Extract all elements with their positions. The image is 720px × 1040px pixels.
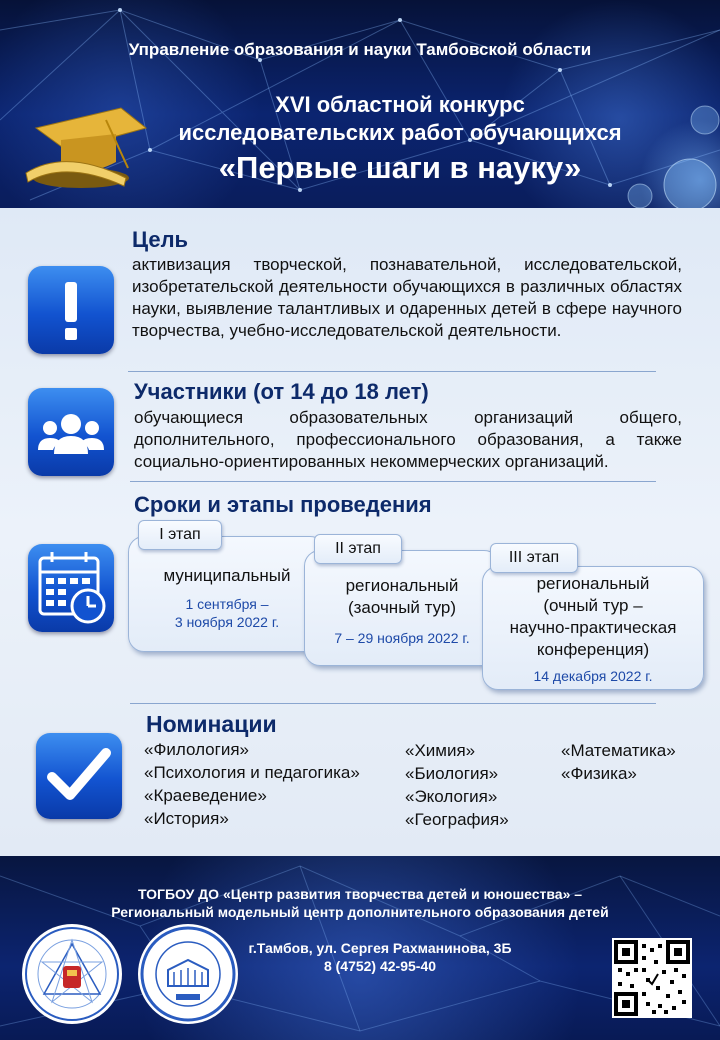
- nominations-column-1: [144, 738, 360, 830]
- phone-number: 8 (4752) 42-95-40: [323, 958, 437, 974]
- nomination-item: «Филология»: [144, 740, 249, 759]
- organizer-name: Управление образования и науки Тамбовской области: [128, 40, 592, 59]
- participants-title: Участники (от 14 до 18 лет): [134, 379, 429, 404]
- goal-text: активизация творческой, познавательной, исследовательской, изобретательской деятельности обучающихся в различных областях науки, выявление талантливых и одаренных детей в сфере научного творчества, учебно-исследовательской деятельности.: [132, 255, 682, 340]
- nominations-title: Номинации: [146, 711, 277, 737]
- organization-description: Региональный модельный центр дополнительного образования детей: [111, 904, 609, 920]
- contest-number: XVI областной конкурс: [275, 92, 525, 117]
- nominations-column-2: [405, 739, 509, 831]
- header-banner: [0, 0, 720, 208]
- footer: [0, 856, 720, 1040]
- goal-title: Цель: [132, 227, 189, 252]
- stage-3-subname-2: научно-практическая: [509, 618, 677, 637]
- stage-2-tab: II этап: [314, 534, 402, 564]
- stage-2-subname: (заочный тур): [347, 598, 457, 617]
- divider: [130, 481, 656, 482]
- nominations-icon-box: [36, 733, 122, 819]
- qr-code[interactable]: [612, 938, 692, 1018]
- contest-title: «Первые шаги в науку»: [218, 150, 582, 185]
- people-group-icon: [28, 388, 114, 476]
- stage-2-name: региональный: [345, 576, 459, 595]
- divider: [130, 703, 656, 704]
- stage-3-tab: III этап: [490, 543, 578, 573]
- nominations-column-3: [561, 739, 676, 785]
- nomination-item: «Физика»: [561, 764, 637, 783]
- address: г.Тамбов, ул. Сергея Рахманинова, 3Б: [248, 940, 512, 956]
- stage-1-card: [128, 536, 326, 652]
- calendar-clock-icon: [28, 544, 114, 632]
- stage-2-card: [304, 550, 500, 666]
- participants-icon-box: [28, 388, 114, 476]
- stage-3-name: региональный: [536, 574, 650, 593]
- exclamation-icon: [28, 266, 114, 354]
- nomination-item: «История»: [144, 809, 229, 828]
- stage-1-name: муниципальный: [163, 566, 291, 585]
- contest-subtitle: исследовательских работ обучающихся: [178, 120, 622, 145]
- stage-3-subname-3: конференция): [536, 640, 650, 659]
- stage-1-tab: I этап: [138, 520, 222, 550]
- nomination-item: «Психология и педагогика»: [144, 763, 360, 782]
- goal-icon-box: [28, 266, 114, 354]
- stage-1-date-end: 3 ноября 2022 г.: [174, 614, 280, 630]
- nomination-item: «Биология»: [405, 764, 499, 783]
- nomination-item: «Химия»: [405, 741, 476, 760]
- organization-name: ТОГБОУ ДО «Центр развития творчества детей и юношества» –: [137, 886, 583, 902]
- nomination-item: «География»: [405, 810, 509, 829]
- stage-3-card: [482, 566, 704, 690]
- creativity-center-logo: [138, 924, 238, 1024]
- schedule-icon-box: [28, 544, 114, 632]
- stage-3-subname: (очный тур –: [543, 596, 643, 615]
- stage-3-date: 14 декабря 2022 г.: [533, 668, 653, 684]
- checkmark-icon: [36, 733, 122, 819]
- schedule-title: Сроки и этапы проведения: [134, 492, 432, 517]
- nomination-item: «Краеведение»: [144, 786, 267, 805]
- stage-1-date-start: 1 сентября –: [185, 596, 269, 612]
- regional-model-center-logo: [22, 924, 122, 1024]
- nomination-item: «Экология»: [405, 787, 498, 806]
- participants-text: обучающиеся образовательных организаций общего, дополнительного, профессионального образования, а также социально-ориентированных некоммерческих организаций.: [134, 408, 682, 471]
- stage-2-date: 7 – 29 ноября 2022 г.: [334, 630, 470, 646]
- nomination-item: «Математика»: [561, 741, 676, 760]
- divider: [128, 371, 656, 372]
